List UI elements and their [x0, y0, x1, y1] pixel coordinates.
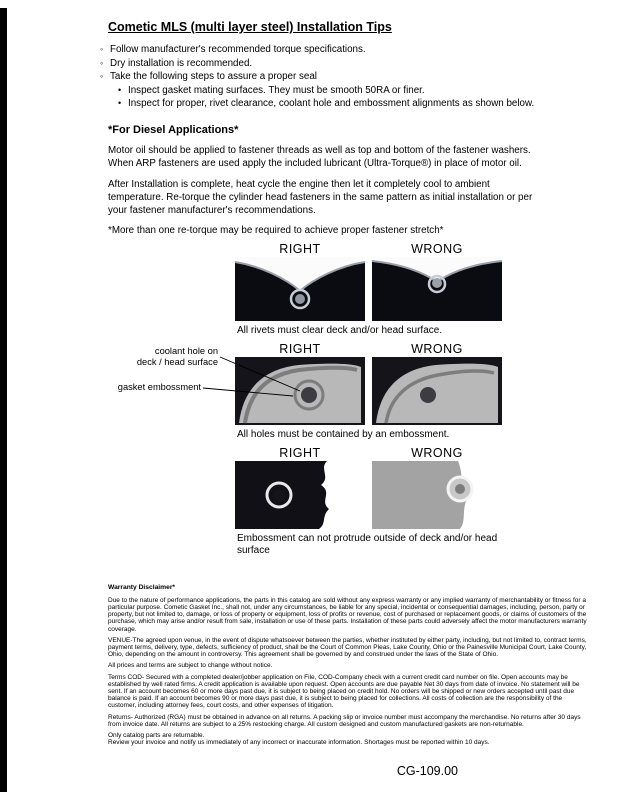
disclaimer-paragraph: Returns- Authorized (RGA) must be obtained in advance on all returns. A packing slip or invoice number must accompany the merchandise. No returns after 30 days from invoice date. All returns are subject to a 25% restocking charge. All custom designed and custom manufactured gaskets are non-returnable. [108, 713, 581, 728]
page-code: CG-109.00 [396, 764, 458, 778]
retorque-note: *More than one re-torque may be required to achieve proper fastener stretch* [108, 224, 444, 236]
tip-sub-item [118, 84, 588, 98]
hole-wrong-diagram [372, 357, 502, 425]
disclaimer-paragraph: All prices and terms are subject to change without notice. [108, 662, 273, 670]
right-label: RIGHT [279, 445, 321, 460]
left-margin-bar [0, 8, 7, 792]
bullet-marker: ◦ [100, 71, 104, 81]
caption-holes: All holes must be contained by an embossment. [237, 428, 450, 440]
rivet-right-diagram [235, 257, 365, 321]
bullet-marker: ◦ [100, 57, 104, 68]
tip-text: Inspect for proper, rivet clearance, coolant hole and embossment alignments as shown below. [128, 98, 535, 109]
wrong-label: WRONG [411, 341, 463, 356]
disclaimer-paragraph: Terms COD- Secured with a completed dealer/jobber application on File, COD-Company check with a current credit card number on file. Open accounts may be established by well rated firms. A credit application is available upon request. Open accounts are due payable Net 30 days from date of invoice. No statement will be sent. If an account becomes 60 or more days past due, it is subject to being placed on credit hold. No orders will be shipped or new orders accepted until past due balance is paid. If an account becomes 90 or more days past due, it is subject to being placed for collections. All costs of collection are the responsibility of the customer, including attorney fees, court costs, and other expenses of litigation. [108, 673, 580, 710]
disclaimer-paragraph: Due to the nature of performance applications, the parts in this catalog are sold without any express warranty or any implied warranty of merchantability or fitness for a particular purpose. Cometic Gasket Inc., shall not, under any circumstances, be liable for any special, incidental or consequential damages, including, person, party or property, but not limited to, damage, or loss of property or equipment, loss of profits or revenue, cost of purchased or replacement goods, or claims of customers of the purchase, which may arise and/or result from sale, installation or use of these parts. Installation of these parts could adversely affect the motor manufacturers warranty coverage. [108, 596, 587, 633]
right-label: RIGHT [279, 341, 321, 356]
caption-rivets: All rivets must clear deck and/or head surface. [237, 324, 443, 336]
diesel-para-1: Motor oil should be applied to fastener threads as well as top and bottom of the fastener washers. When ARP fasteners are used apply the included lubricant (Ultra-Torque®) in place of motor oil. [108, 144, 531, 169]
right-label: RIGHT [279, 241, 321, 256]
diesel-para-2: After Installation is complete, heat cycle the engine then let it completely cool to ambient temperature. Re-torque the cylinder head fasteners in the same pattern as initial installation or per your fastener manufacturer's recommendations. [108, 178, 533, 216]
disclaimer-paragraph: Only catalog parts are returnable. [108, 731, 205, 739]
disclaimer-heading: Warranty Disclaimer* [108, 583, 176, 591]
bullet-marker: • [118, 84, 122, 95]
tip-text: Dry installation is recommended. [110, 57, 253, 69]
diagram-section [100, 242, 588, 564]
tip-item [100, 57, 588, 71]
tip-text: Follow manufacturer's recommended torque specifications. [110, 44, 366, 55]
tip-text: Inspect gasket mating surfaces. They must be smooth 50RA or finer. [128, 84, 425, 96]
tip-item [100, 43, 588, 57]
content-area [100, 20, 588, 750]
embossment-right-diagram [235, 461, 365, 529]
wrong-label: WRONG [411, 241, 463, 256]
warranty-disclaimer [108, 584, 588, 747]
tip-item [100, 70, 588, 84]
tips-list [100, 43, 588, 111]
rivet-wrong-diagram [372, 257, 502, 321]
caption-embossment: Embossment can not protrude outside of deck and/or head surface [237, 532, 498, 556]
annotation-coolant-hole: coolant hole on deck / head surface [136, 345, 218, 367]
annotation-gasket-embossment: gasket embossment [117, 381, 201, 392]
tip-sub-item [118, 97, 588, 111]
bullet-marker: • [118, 98, 122, 108]
embossment-wrong-diagram [372, 461, 502, 529]
hole-right-diagram [235, 357, 365, 425]
diesel-heading: *For Diesel Applications* [108, 123, 239, 136]
page-title: Cometic MLS (multi layer steel) Installation Tips [108, 20, 392, 34]
wrong-label: WRONG [411, 445, 463, 460]
bullet-marker: ◦ [100, 44, 104, 54]
disclaimer-paragraph: VENUE-The agreed upon venue, in the event of dispute whatsoever between the parties, whether instituted by either party, including, but not limited to, contract terms, payment terms, delivery, type, defects, sufficiency of product, shall be the Court of Common Pleas, Lake County, Ohio or the Painesville Municipal Court, Lake County, Ohio, depending on the amount in controversy. This agreement shall be governed by and construed under the laws of the State of Ohio. [108, 636, 587, 659]
disclaimer-paragraph: Review your invoice and notify us immediately of any incorrect or inaccurate information. Shortages must be reported within 10 days. [108, 739, 490, 747]
tip-text: Take the following steps to assure a proper seal [110, 71, 317, 82]
